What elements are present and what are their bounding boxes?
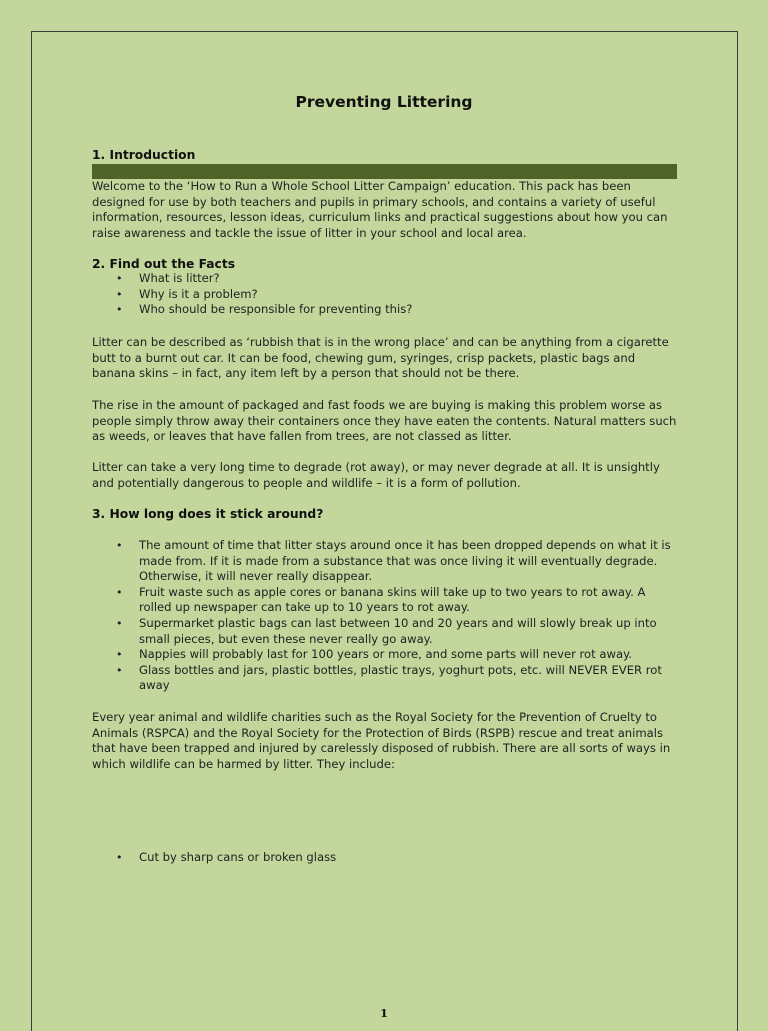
introduction-text <box>92 179 677 241</box>
paragraph: Welcome to the ‘How to Run a Whole School Litter Campaign’ education. This pack has been designed for use by both teachers and pupils in primary schools, and contains a variety of useful information, resources, lesson ideas, curriculum links and practical suggestions about how you can raise awareness and tackle the issue of litter in your school and local area. <box>92 179 668 240</box>
facts-paragraph-2 <box>92 398 677 445</box>
document-title: Preventing Littering <box>295 93 473 111</box>
facts-list <box>92 271 677 318</box>
list-item: • The amount of time that litter stays around once it has been dropped depends on what it is made from. If it is made from a substance that was once living it will eventually degrade. Otherwise, it will never really disappear. <box>92 538 677 585</box>
list-item: • Why is it a problem? <box>92 287 677 303</box>
section-heading: 2. Find out the Facts <box>92 257 236 271</box>
list-item: • What is litter? <box>92 271 677 287</box>
list-item: • Fruit waste such as apple cores or banana skins will take up to two years to rot away. A rolled up newspaper can take up to 10 years to rot away. <box>92 585 677 616</box>
list-item: • Cut by sharp cans or broken glass <box>92 850 677 866</box>
wildlife-paragraph <box>92 710 677 772</box>
list-item: • Supermarket plastic bags can last between 10 and 20 years and will slowly break up into small pieces, but even these never really go away. <box>92 616 677 647</box>
paragraph: The rise in the amount of packaged and fast foods we are buying is making this problem worse as people simply throw away their containers once they have eaten the contents. Natural matters such as weeds, or leaves that have fallen from trees, are not classed as litter. <box>92 398 677 444</box>
harm-list-wrap <box>92 850 677 866</box>
section-duration <box>92 507 677 521</box>
paragraph: Litter can be described as ‘rubbish that is in the wrong place’ and can be anything from a cigarette butt to a burnt out car. It can be food, chewing gum, syringes, crisp packets, plastic bags and banana skins – in fact, any item left by a person that should not be there. <box>92 335 669 381</box>
harm-list <box>92 850 677 866</box>
list-item: • Nappies will probably last for 100 years or more, and some parts will never rot away. <box>92 647 677 663</box>
section-facts <box>92 257 677 318</box>
section-introduction <box>92 148 677 162</box>
duration-list-wrap <box>92 538 677 694</box>
facts-paragraph-1 <box>92 335 677 382</box>
list-item: • Glass bottles and jars, plastic bottles, plastic trays, yoghurt pots, etc. will NEVER EVER rot away <box>92 663 677 694</box>
section-heading: 3. How long does it stick around? <box>92 507 324 521</box>
section-heading: 1. Introduction <box>92 148 196 162</box>
paragraph: Every year animal and wildlife charities such as the Royal Society for the Prevention of Cruelty to Animals (RSPCA) and the Royal Society for the Protection of Birds (RSPB) rescue and treat animals that have been trapped and injured by carelessly disposed of rubbish. There are all sorts of ways in which wildlife can be harmed by litter. They include: <box>92 710 671 771</box>
page-number: 1 <box>379 1006 388 1020</box>
list-item: • Who should be responsible for preventing this? <box>92 302 677 318</box>
facts-paragraph-3 <box>92 460 677 491</box>
duration-list <box>92 538 677 694</box>
paragraph: Litter can take a very long time to degrade (rot away), or may never degrade at all. It is unsightly and potentially dangerous to people and wildlife – it is a form of pollution. <box>92 460 660 490</box>
heading-bar <box>92 164 677 179</box>
